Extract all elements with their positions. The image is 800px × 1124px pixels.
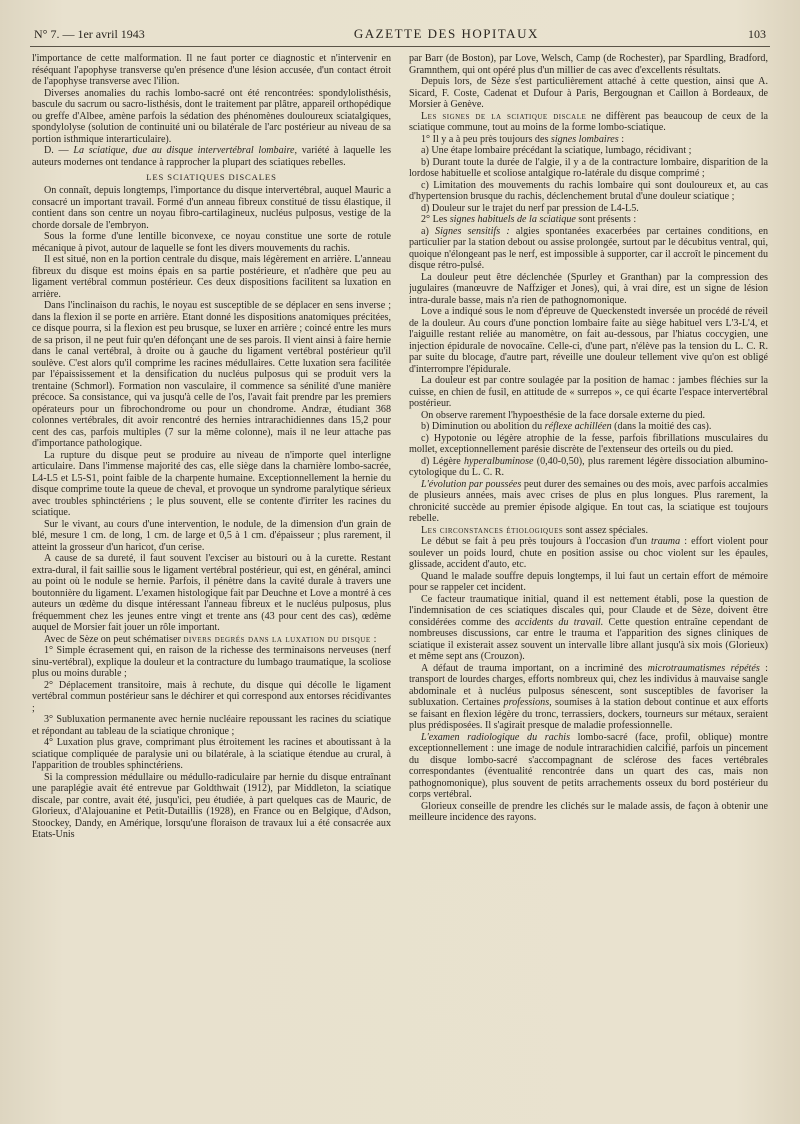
paragraph: L'examen radiologique du rachis lombo-sacré (face, profil, oblique) montre exceptionnellement : une image de nodule intrarachidien calcifié, parfois un pincement du disque lombo-sacré s'accompagnant de sclérose des faces vertébrales correspondantes (éventualité rencontrée dans un quart des cas, mais non pathognomonique), plus souvent de petits arrachements osseux du bord postérieur du corps vertébral. [409, 731, 768, 800]
page-header [30, 26, 770, 47]
list-item: d) Douleur sur le trajet du nerf par pression de L4-L5. [421, 202, 639, 214]
page-number: 103 [747, 27, 766, 41]
paragraph: Quand le malade souffre depuis longtemps, il lui faut un certain effort de mémoire pour se rappeler cet incident. [409, 570, 768, 593]
section-heading: LES SCIATIQUES DISCALES [146, 172, 277, 182]
paragraph: 1° Il y a à peu près toujours des signes lombaires : [421, 133, 625, 145]
paragraph: La rupture du disque peut se produire au niveau de n'importe quel interligne articulaire. Dans l'immense majorité des cas, elle siège dans la charnière lombo-sacrée, L4-L5 et L5-S1, point faible de la charpente humaine. Exceptionnellement la hernie du disque comprime toute la queue de cheval, et provoque un syndrome paralytique sérieux avec troubles sphinctériens ; le plus souvent, elle se contente d'irriter les racines du sciatique. [32, 449, 391, 518]
right-column [409, 53, 768, 841]
paragraph: Sous la forme d'une lentille biconvexe, ce noyau constitue une sorte de rotule mécanique à pivot, autour de laquelle se font les divers mouvements du rachis. [32, 231, 391, 254]
paragraph: D. — La sciatique, due au disque intervertébral lombaire, variété à laquelle les auteurs modernes ont tendance à rapprocher la plupart des sciatiques rebelles. [32, 145, 391, 168]
list-item: 2° Déplacement transitoire, mais à rechute, du disque qui décolle le ligament vertébral commun postérieur sans le déchirer et qui correspond aux entorses récidivantes ; [32, 679, 391, 714]
paragraph: L'évolution par poussées peut durer des semaines ou des mois, avec parfois accalmies de plusieurs années, mais avec crises de plus en plus longues. Plus rarement, la chronicité succède au premier épisode algique. En tout cas, la sciatique est toujours rebelle. [409, 478, 768, 524]
paragraph: Dans l'inclinaison du rachis, le noyau est susceptible de se déplacer en sens inverse ; dans la flexion il se porte en arrière. Etant donné les dispositions anatomiques précitées, ce disque pourra, si la flexion est peu brusque, se luxer en arrière ; coincé entre les murs de sa prison, il ne peut fuir qu'en défonçant une de ses parois. Il vient ainsi à faire hernie dans le canal vertébral, à droite ou à gauche du ligament vertébral postérieur qu'il soulève. C'est alors qu'il comprime les racines médullaires. Cette luxation sera facilitée par l'épaississement et la densification du nucléus pulposus qui se produit vers la trentaine (Schmorl). Formation non vasculaire, il commence sa sénilité d'une manière précoce. Sa consistance, qui va jusqu'à celle de l'os, l'avait fait prendre par les premiers opérateurs pour un fibrochondrome ou pour un chondrome. Andræ, étudiant 368 colonnes vertébrales, dit avoir rencontré des hernies intrarachidiennes dans 15,2 pour cent des cas, parfois multiples (7 sur la même colonne), mais il ne leur attache pas d'importance pathologique. [32, 300, 391, 449]
paragraph: La douleur peut être déclenchée (Spurley et Granthan) par la compression des jugulaires (manœuvre de Naffziger et Jones), qui, à vrai dire, est un signe de lésion intra-durale basse, mais n'a rien de pathognomonique. [409, 271, 768, 306]
paragraph: Avec de Sèze on peut schématiser divers degrés dans la luxation du disque : [44, 633, 377, 645]
left-column [32, 53, 391, 841]
paragraph: Il est situé, non en la portion centrale du disque, mais légèrement en arrière. L'anneau fibreux du disque est moins épais en sa partie postérieure, et n'adhère que peu au ligament vertébral commun postérieur. Ces deux dispositions facilitent sa luxation en arrière. [32, 254, 391, 300]
list-item: 1° Simple écrasement qui, en raison de la richesse des terminaisons nerveuses (nerf sinu-vertébral), explique la douleur et la contracture du lumbago traumatique, la scoliose plus ou moins durable ; [32, 645, 391, 679]
paragraph: A défaut de trauma important, on a incriminé des microtraumatismes répétés : transport de lourdes charges, efforts nombreux qui, chez les individus à mauvaise sangle abdominale et à nucléus pulposus sénescent, sont susceptibles de favoriser la subluxation. Certaines professions, soumises à la station debout continue et aux efforts se faisant en flexion légère du tronc, terrassiers, dockers, tourneurs sur métaux, seraient plus prédisposées. Il s'agirait presque de maladie professionnelle. [409, 662, 768, 731]
paragraph: 2° Les signes habituels de la sciatique sont présents : [421, 214, 637, 225]
paragraph: Les circonstances étiologiques sont assez spéciales. [421, 524, 648, 536]
paragraph: On observe rarement l'hypoesthésie de la face dorsale externe du pied. [421, 409, 706, 421]
paragraph: Le début se fait à peu près toujours à l'occasion d'un trauma : effort violent pour soulever un poids lourd, chute en position assise ou choc violent sur les épaules, glissade, accident d'auto, etc. [409, 536, 768, 570]
paragraph: Si la compression médullaire ou médullo-radiculaire par hernie du disque entraînant une paraplégie avait été entrevue par Goldthwait (1912), par Middleton, la sciatique discale, par contre, avait été, jusqu'ici, peu étudiée, à part quelques cas de Mauric, de Glorieux, d'Alajouanine et Petit-Dutaillis (1928), en France ou en Belgique, d'Adson, Stoockey, Dandy, en Amérique, lorsqu'une floraison de travaux lui a été consacrée aux Etats-Unis [32, 771, 391, 840]
journal-title: GAZETTE DES HOPITAUX [353, 26, 539, 41]
list-item: b) Diminution ou abolition du réflexe achilléen (dans la moitié des cas). [421, 421, 712, 432]
paragraph: Love a indiqué sous le nom d'épreuve de Queckenstedt inversée un procédé de réveil de la douleur. Au cours d'une ponction lombaire faite au siège habituel vers L'3-L'4, et l'aiguille restant reliée au manomètre, on fait au-dessous, par l'hiatus coccygien, une injection épidurale de novocaïne. Celle-ci, d'une part, n'élève pas la tension du L. C. R. par suite du blocage, d'autre part, réveille une douleur tellement vive qu'on est obligé d'interrompre l'épidurale. [409, 306, 768, 375]
paragraph: Diverses anomalies du rachis lombo-sacré ont été rencontrées: spondylolisthésis, bascule du sacrum ou sacro-listhésis, dont le traitement par plâtre, appareil orthopédique ou greffe d'Albee, amène parfois la sédation des phénomènes douloureux sciatalgiques, spondylolyse (solution de continuité uni ou bilatérale de l'arc postérieur au niveau de sa portion isthmique interarticulaire). [32, 87, 391, 145]
list-item: d) Légère hyperalbuminose (0,40-0,50), plus rarement légère dissociation albumino-cytologique du L. C. R. [409, 455, 768, 478]
list-item: 3° Subluxation permanente avec hernie nucléaire repoussant les racines du sciatique et répondant au tableau de la sciatique chronique ; [32, 714, 391, 737]
paragraph: A cause de sa dureté, il faut souvent l'exciser au bistouri ou à la curette. Restant extra-dural, il fait saillie sous le ligament vertébral postérieur, qui est, en général, aminci au point où le nodule se hernie. Parfois, il pénètre dans la cavité durale à travers une boutonnière du ligament. L'examen histologique fait par Deuchne et Love a montré à ces auteurs un œdème du disque intéressant l'anneau fibreux et le nucléus pulposus, plus fréquemment chez les jeunes entre vingt et trente ans (43 pour cent des cas), œdème auquel de Morsier fait jouer un rôle important. [32, 553, 391, 633]
list-item: c) Hypotonie ou légère atrophie de la fesse, parfois fibrillations musculaires du mollet, exceptionnellement parésie discrète de l'extenseur des orteils ou du pied. [409, 432, 768, 455]
paragraph: Sur le vivant, au cours d'une intervention, le nodule, de la dimension d'un grain de blé, mesure 1 cm. de long, 1 cm. de large et 0,5 à 1 cm. d'épaisseur ; plus rarement, il atteint la grosseur d'un haricot, d'un cerise. [32, 518, 391, 553]
paragraph: par Barr (de Boston), par Love, Welsch, Camp (de Rochester), par Spardling, Bradford, Gramnthem, qui ont opéré plus d'un millier de cas avec d'excellents résultats. [409, 53, 768, 76]
paragraph: La douleur est par contre soulagée par la position de hamac : jambes fléchies sur la cuisse, en chien de fusil, en attitude de « surrepos », ce qui écarte l'espace intervertébral postérieur. [409, 375, 768, 409]
issue-date: N° 7. — 1er avril 1943 [34, 27, 145, 41]
list-item: c) Limitation des mouvements du rachis lombaire qui sont douloureux et, au cas d'hypertension brusque du rachis, déclenchement brutal d'une douleur sciatique ; [409, 179, 768, 202]
list-item: 4° Luxation plus grave, comprimant plus étroitement les racines et aboutissant à la sciatique compliquée de paralysie uni ou bilatérale, à la sciatique étendue au crural, à l'apparition de troubles sphinctériens. [32, 737, 391, 771]
list-item: a) Une étape lombaire précédant la sciatique, lumbago, récidivant ; [421, 145, 692, 156]
paragraph: Glorieux conseille de prendre les clichés sur le malade assis, de façon à obtenir une meilleure incidence des rayons. [409, 800, 768, 823]
paragraph: Depuis lors, de Sèze s'est particulièrement attaché à cette question, ainsi que A. Sicard, F. Coste, Cadenat et Dufour à Paris, Bergougnan et Caillon à Bordeaux, de Morsier à Genève. [409, 76, 768, 110]
paragraph: l'importance de cette malformation. Il ne faut porter ce diagnostic et n'intervenir en réséquant l'apophyse transverse qu'en présence d'une lésion accusée, d'un contact étroit de l'apophyse transverse avec l'ilion. [32, 53, 391, 87]
paragraph: Ce facteur traumatique initial, quand il est nettement établi, pose la question de l'indemnisation de ces sciatiques discales qui, pour Claude et de Sèze, doivent être considérées comme des accidents du travail. Cette question entraîne cependant de nombreuses discussions, car entre le trauma et l'apparition des signes cliniques de sciatique il existerait assez souvent un intervalle libre allant jusqu'à six mois (Glorieux) et même sept ans (Crouzon). [409, 593, 768, 662]
list-item: b) Durant toute la durée de l'algie, il y a de la contracture lombaire, disparition de la lordose habituelle et scoliose antalgique ro-latérale du disque comprimé ; [409, 156, 768, 179]
list-item: a) Signes sensitifs : algies spontanées exacerbées par certaines conditions, en particulier par la station debout ou assise prolongée, surtout par le décubitus ventral, qui, quoique n'élongeant pas le nerf, est impossible à supporter, car il accroît le pincement du disque rétro-pulsé. [409, 225, 768, 271]
paragraph: On connaît, depuis longtemps, l'importance du disque intervertébral, auquel Mauric a consacré un important travail. Formé d'un anneau fibreux constitué de tissu élastique, il contient dans son centre un noyau fibro-cartilagineux, nucléus pulposus, vestige de la chorde dorsale de l'embryon. [32, 185, 391, 231]
paragraph: Les signes de la sciatique discale ne diffèrent pas beaucoup de ceux de la sciatique commune, tout au moins de la forme lombo-sciatique. [409, 110, 768, 133]
